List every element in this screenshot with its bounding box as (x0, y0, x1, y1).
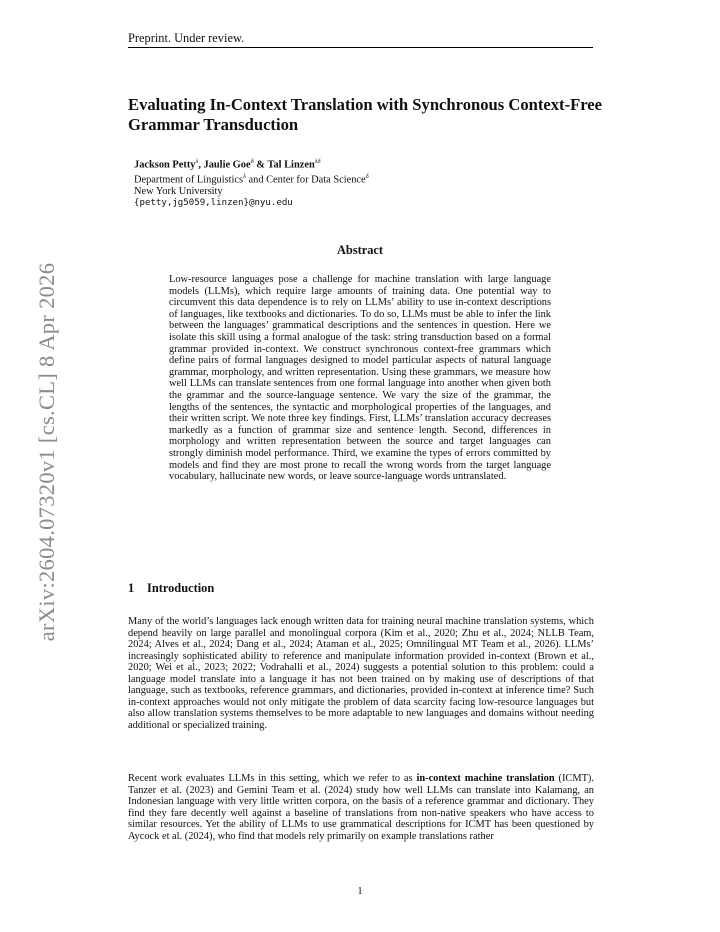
paragraph-2-lead: Recent work evaluates LLMs in this setting, which we refer to as (128, 773, 413, 784)
paragraph-2-rest: (ICMT). Tanzer et al. (2023) and Gemini Team et al. (2024) study how well LLMs can translate into Kalamang, an Indonesian language with very little written corpora, on the basis of a reference grammar and dictionary. They find they fare decently well against a baseline of translations from non-native speakers who have access to similar resources. Yet the ability of LLMs to use grammatical descriptions for ICMT has been questioned by Aycock et al. (2024), who find that models rely primarily on example translations rather (128, 773, 594, 842)
author-names: Jackson Petty$^\lambda$, Jaulie Goe$^\delta$ & Tal Linzen$^{\lambda\delta}$ (134, 158, 321, 171)
author-conjunction: & (256, 159, 265, 171)
section-title: Introduction (147, 581, 215, 595)
affiliation-linguistics-mark: λ (243, 173, 246, 181)
section-number: 1 (128, 581, 135, 595)
abstract-heading: Abstract (336, 243, 384, 257)
author-1: Jackson Petty (134, 159, 196, 171)
page-number: 1 (357, 886, 363, 897)
section-heading-introduction (128, 581, 214, 596)
university: New York University (134, 186, 223, 198)
author-2: Jaulie Goe (203, 159, 251, 171)
affiliation-data-science-mark: δ (365, 173, 369, 181)
author-2-affil: δ (250, 158, 254, 165)
author-emails: {petty,jg5059,linzen}@nyu.edu (134, 197, 293, 208)
author-3: Tal Linzen (267, 159, 315, 171)
paper-title: Evaluating In-Context Translation with Synchronous Context-Free Grammar Transduction (128, 95, 603, 134)
author-3-affil: λδ (314, 158, 321, 165)
header-rule (128, 47, 593, 48)
affiliation-line (134, 171, 554, 186)
intro-paragraph-1: Many of the world’s languages lack enough written data for training neural machine translation systems, which depend heavily on large parallel and monolingual corpora (Kim et al., 2020; Zhu et al., 2024; NLLB Team, 2024; Alves et al., 2024; Dang et al., 2024; Ataman et al., 2025; Omnilingual MT Team et al., 2026). LLMs’ increasingly sophisticated ability to reference and manipulate information provided in-context (Brown et al., 2020; Wei et al., 2023; 2022; Vodrahalli et al., 2024) suggests a potential solution to this problem: could a language model translate into a language it has not been trained on by making use of descriptions of that language, such as textbooks, reference grammars, and dictionaries, provided in-context at inference time? Such in-context approaches would not only mitigate the problem of data scarcity facing low-resource languages but also allow translation systems themselves to be more adaptable to new languages and domains without needing additional or specialized training. (128, 616, 594, 731)
arxiv-identifier: arXiv:2604.07320v1 [cs.CL] 8 Apr 2026 (34, 262, 59, 642)
intro-paragraph-2 (128, 773, 594, 842)
affiliation-data-science: and Center for Data Science (248, 174, 366, 186)
author-1-affil: λ (195, 158, 199, 165)
abstract-text: Low-resource languages pose a challenge for machine translation with large language models (LLMs), which require large amounts of training data. One potential way to circumvent this data dependence is to rely on LLMs’ ability to use in-context descriptions of languages, like textbooks and dictionaries. To do so, LLMs must be able to infer the link between the languages’ grammatical descriptions and the sentences in question. Here we isolate this skill using a formal analogue of the task: string transduction based on a formal grammar provided in-context. We construct synchronous context-free grammars which define pairs of formal languages designed to model particular aspects of natural language grammar, morphology, and written representation. Using these grammars, we measure how well LLMs can translate sentences from one formal language into another when given both the grammar and the source-language sentence. We vary the size of the grammar, the lengths of the sentences, the syntactic and morphological properties of the languages, and their written script. We note three key findings. First, LLMs’ translation accuracy decreases markedly as a function of grammar size and sentence length. Second, differences in morphology and written representation between the source and target languages can strongly diminish model performance. Third, we examine the types of errors committed by models and find they are most prone to recall the wrong words from the target language vocabulary, hallucinate new words, or leave source-language words untranslated. (169, 274, 551, 483)
term-icmt: in-context machine translation (416, 773, 555, 784)
affiliation-linguistics: Department of Linguistics (134, 174, 244, 186)
author-block (134, 156, 554, 209)
running-head: Preprint. Under review. (128, 31, 245, 45)
